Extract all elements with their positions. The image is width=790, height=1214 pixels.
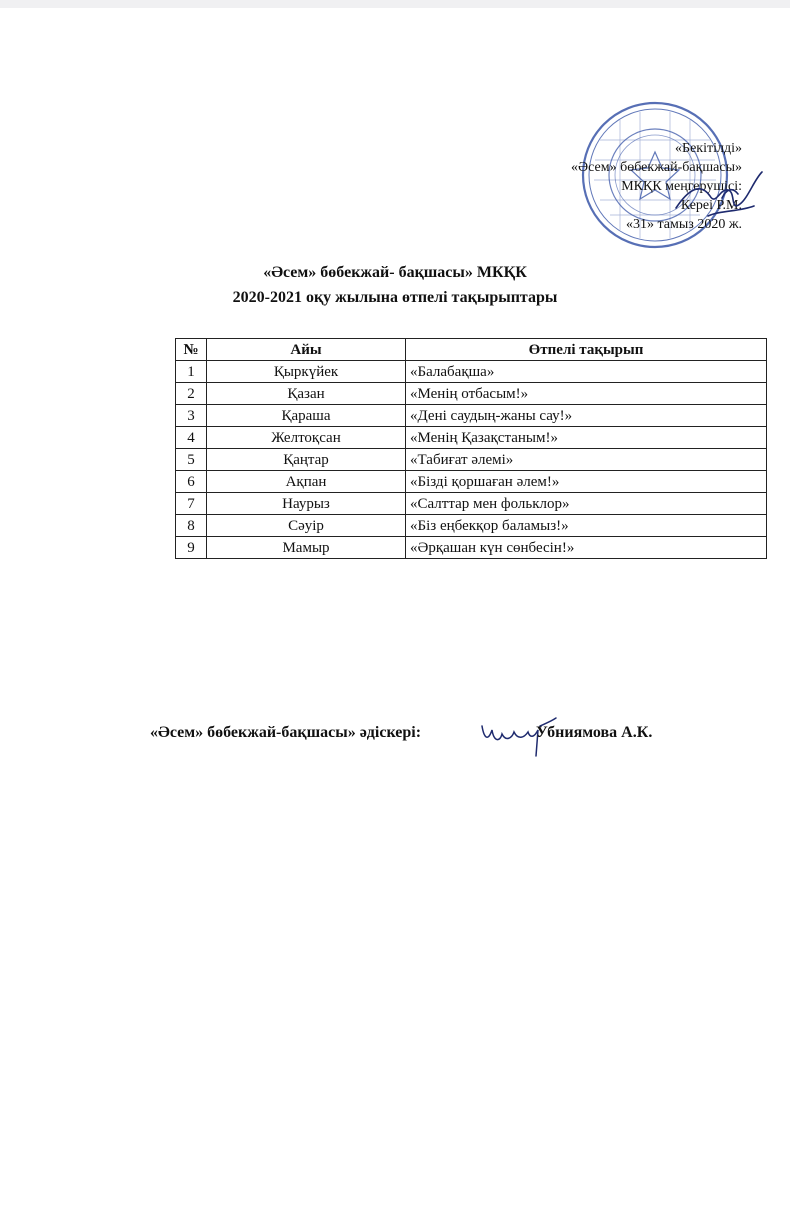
row-number: 1 [176,361,207,383]
row-number: 8 [176,515,207,537]
row-month: Ақпан [207,471,406,493]
methodist-role: «Әсем» бөбекжай-бақшасы» әдіскері: [150,724,422,741]
themes-table [175,338,767,559]
row-number: 3 [176,405,207,427]
row-theme: «Балабақша» [406,361,767,383]
row-theme: «Салттар мен фольклор» [406,493,767,515]
header-month: Айы [207,339,406,361]
row-month: Наурыз [207,493,406,515]
row-theme: «Табиғат әлемі» [406,449,767,471]
row-month: Қыркүйек [207,361,406,383]
row-month: Мамыр [207,537,406,559]
table-row [176,361,767,383]
row-number: 4 [176,427,207,449]
title-line-subject: 2020-2021 оқу жылына өтпелі тақырыптары [232,289,558,306]
table-header-row [176,339,767,361]
approval-organization: «Әсем» бөбекжай-бақшасы» [571,160,742,175]
approval-heading: «Бекітілді» [675,141,742,156]
document-title [0,260,790,310]
approval-date: «31» тамыз 2020 ж. [626,217,742,232]
row-theme: «Дені саудың-жаны сау!» [406,405,767,427]
table-row [176,471,767,493]
table-row [176,515,767,537]
row-number: 6 [176,471,207,493]
director-signature-icon [670,160,770,230]
top-bar [0,0,790,8]
row-month: Қаңтар [207,449,406,471]
table-row [176,383,767,405]
row-number: 2 [176,383,207,405]
methodist-name: Убниямова А.К. [536,724,653,741]
row-theme: «Менің отбасым!» [406,383,767,405]
approval-head-name: Кереі Р.М. [680,198,742,213]
approval-position: МКҚК меңгерушісі: [621,179,742,194]
row-month: Қазан [207,383,406,405]
table-row [176,493,767,515]
row-theme: «Менің Қазақстаным!» [406,427,767,449]
title-line-organization: «Әсем» бөбекжай- бақшасы» МКҚК [263,264,527,281]
row-month: Сәуір [207,515,406,537]
row-theme: «Бізді қоршаған әлем!» [406,471,767,493]
row-month: Қараша [207,405,406,427]
row-number: 9 [176,537,207,559]
header-theme: Өтпелі тақырып [406,339,767,361]
row-number: 5 [176,449,207,471]
row-month: Желтоқсан [207,427,406,449]
row-theme: «Біз еңбекқор баламыз!» [406,515,767,537]
row-number: 7 [176,493,207,515]
header-number: № [176,339,207,361]
table-row [176,537,767,559]
table-row [176,405,767,427]
table-row [176,449,767,471]
table-row [176,427,767,449]
row-theme: «Әрқашан күн сөнбесін!» [406,537,767,559]
